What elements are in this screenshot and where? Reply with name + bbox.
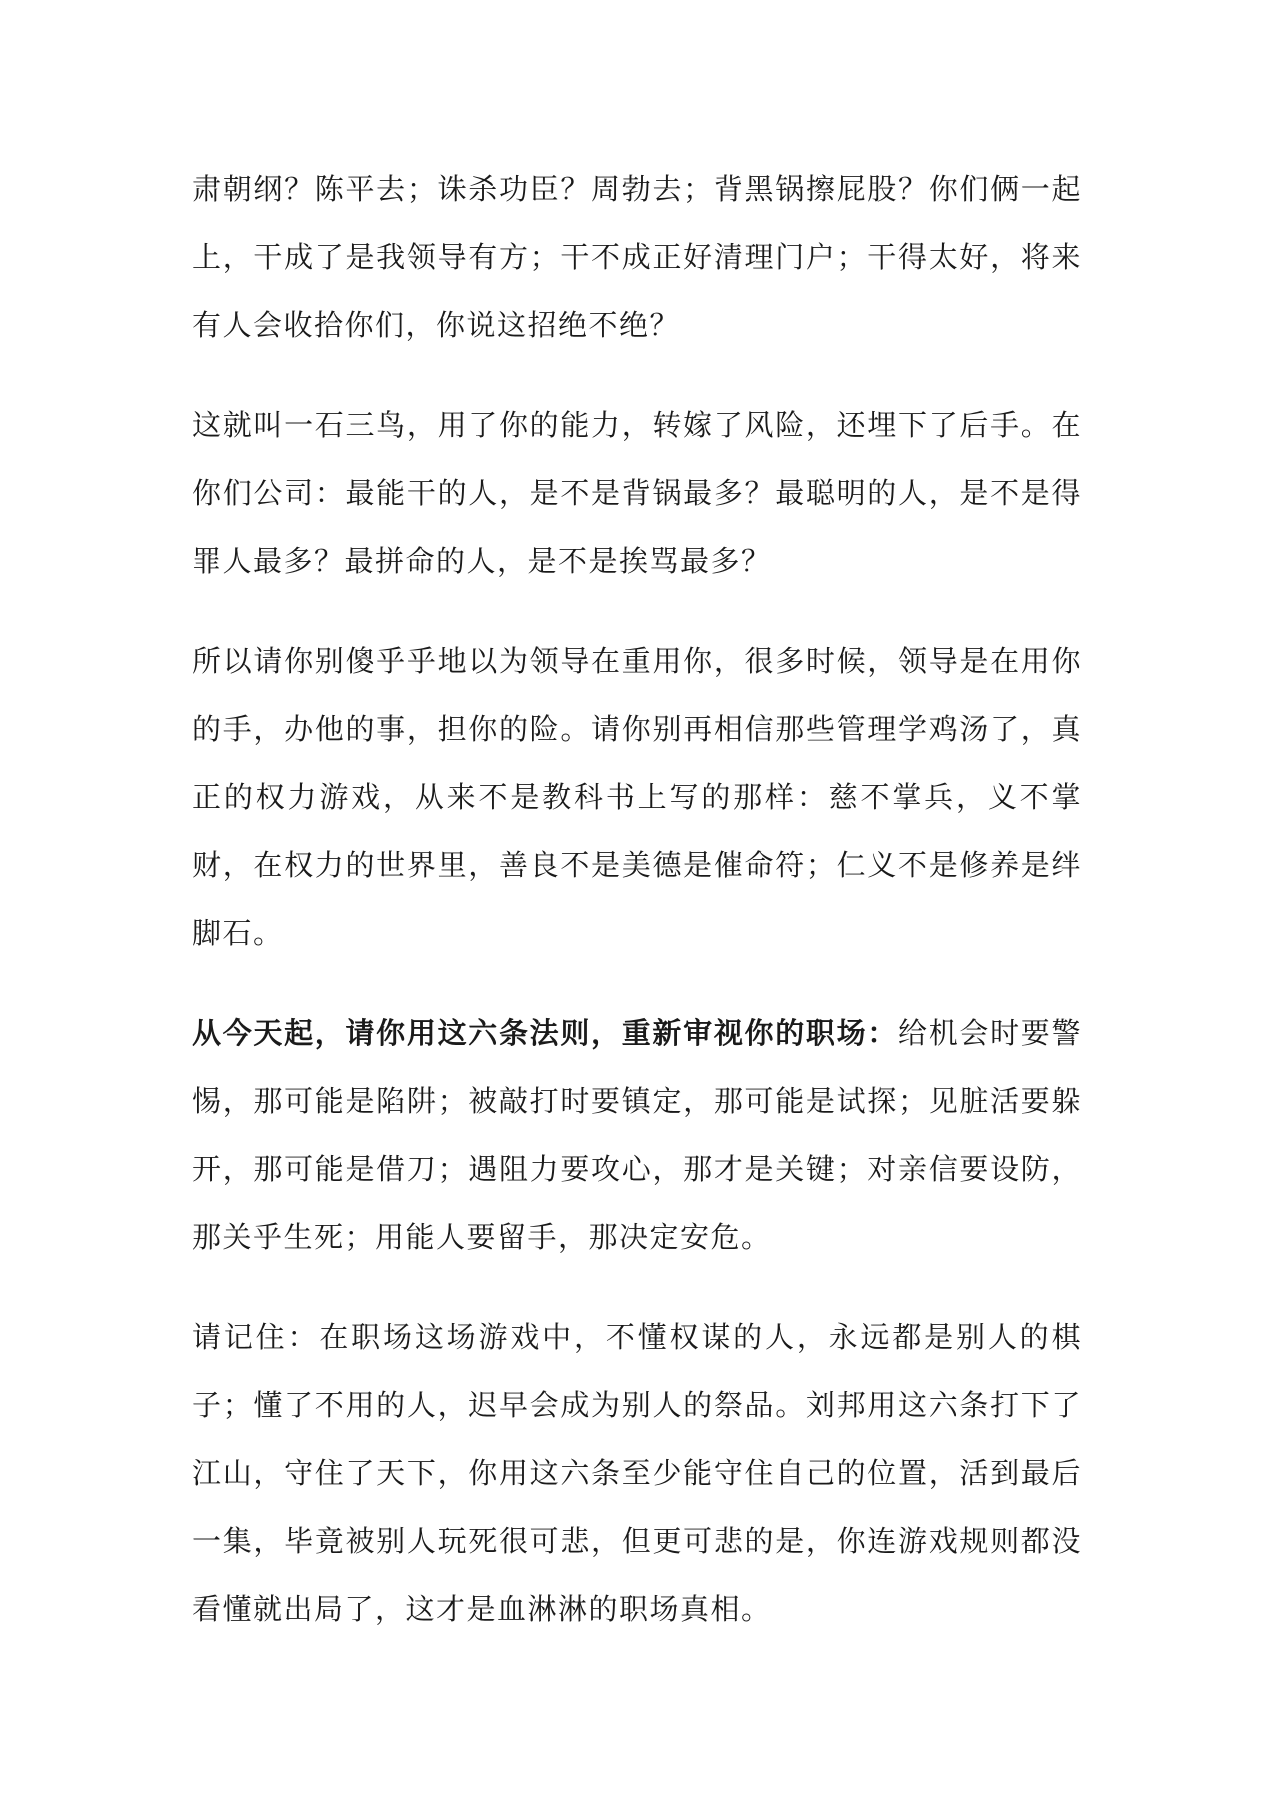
paragraph-4 [192,999,1082,1271]
paragraph-1 [192,155,1082,359]
paragraph-4-text: 给机会时要警惕，那可能是陷阱；被敲打时要镇定，那可能是试探；见脏活要躲开，那可能是借刀；遇阻力要攻心，那才是关键；对亲信要设防，那关乎生死；用能人要留手，那决定安危。 [192,1016,1082,1254]
paragraph-2 [192,391,1082,595]
paragraph-3 [192,627,1082,967]
document-body [192,155,1082,1675]
paragraph-4-bold-lead: 从今天起，请你用这六条法则，重新审视你的职场： [192,1016,898,1050]
paragraph-5-text: 请记住：在职场这场游戏中，不懂权谋的人，永远都是别人的棋子；懂了不用的人，迟早会成为别人的祭品。刘邦用这六条打下了江山，守住了天下，你用这六条至少能守住自己的位置，活到最后一集，毕竟被别人玩死很可悲，但更可悲的是，你连游戏规则都没看懂就出局了，这才是血淋淋的职场真相。 [192,1320,1082,1626]
paragraph-2-text: 这就叫一石三鸟，用了你的能力，转嫁了风险，还埋下了后手。在你们公司：最能干的人，是不是背锅最多？最聪明的人，是不是得罪人最多？最拼命的人，是不是挨骂最多？ [192,408,1082,578]
paragraph-5 [192,1303,1082,1643]
paragraph-3-text: 所以请你别傻乎乎地以为领导在重用你，很多时候，领导是在用你的手，办他的事，担你的险。请你别再相信那些管理学鸡汤了，真正的权力游戏，从来不是教科书上写的那样：慈不掌兵，义不掌财，在权力的世界里，善良不是美德是催命符；仁义不是修养是绊脚石。 [192,644,1082,950]
paragraph-1-text: 肃朝纲？陈平去；诛杀功臣？周勃去；背黑锅擦屁股？你们俩一起上，干成了是我领导有方；干不成正好清理门户；干得太好，将来有人会收拾你们，你说这招绝不绝？ [192,172,1082,342]
